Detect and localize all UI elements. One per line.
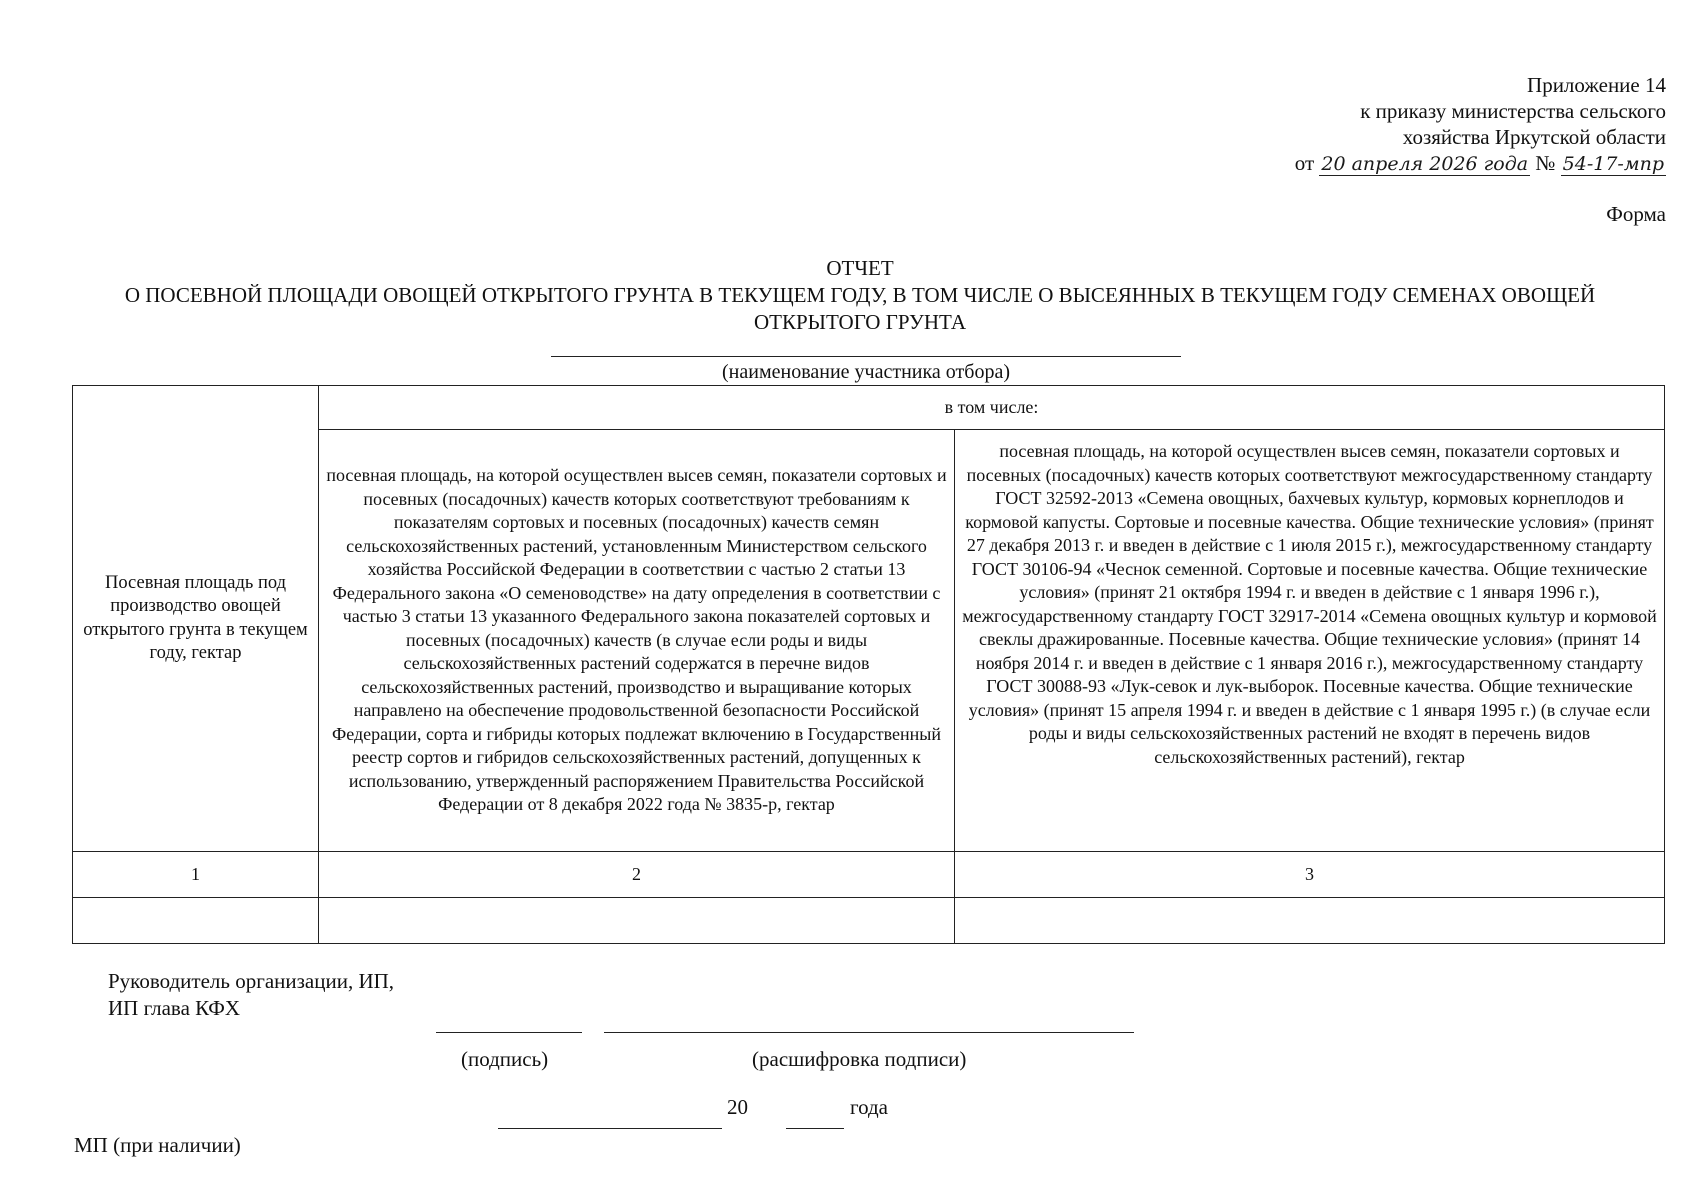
- col1-value-cell[interactable]: [73, 898, 319, 944]
- col3-value-cell[interactable]: [955, 898, 1665, 944]
- col3-number: 3: [955, 852, 1665, 898]
- head-line-1: Руководитель организации, ИП,: [108, 969, 395, 993]
- handwritten-date: 20 апреля 2026 года: [1321, 153, 1529, 175]
- head-line-2: ИП глава КФХ: [108, 996, 240, 1020]
- col3-header: посевная площадь, на которой осуществлен высев семян, показатели сортовых и посевных (посадочных) качеств которых соответствуют межгосударственному стандарту ГОСТ 32592-2013 «Семена овощных, бахчевых культур, кормовых корнеплодов и кормовой капусты. Сортовые и посевные качества. Общие технические условия» (принят 27 декабря 2013 г. и введен в действие с 1 июля 2015 г.), межгосударственному стандарту ГОСТ 30106-94 «Чеснок семенной. Сортовые и посевные качества. Общие технические условия» (принят 21 октября 1994 г. и введен в действие с 1 января 1996 г.), межгосударственному стандарту ГОСТ 32917-2014 «Семена овощных культур и кормовой свеклы дражированные. Посевные качества. Общие технические условия» (принят 14 ноября 2014 г. и введен в действие с 1 января 2016 г.), межгосударственному стандарту ГОСТ 30088-93 «Лук-севок и лук-выборок. Посевные качества. Общие технические условия» (принят 15 апреля 1994 г. и введен в действие с 1 января 1995 г.) (в случае если роды и виды сельскохозяйственных растений не входят в перечень видов сельскохозяйственных растений), гектар: [955, 430, 1665, 852]
- signature-caption: (подпись): [461, 1047, 549, 1071]
- col2-header: посевная площадь, на которой осуществлен высев семян, показатели сортовых и посевных (посадочных) качеств которых соответствуют требованиям к показателям сортовых и посевных (посадочных) качеств семян сельскохозяйственных растений, установленным Министерством сельского хозяйства Российской Федерации в соответствии с частью 2 статьи 13 Федерального закона «О семеноводстве» на дату определения в соответствии с частью 3 статьи 13 указанного Федерального закона показателей сортовых и посевных (посадочных) качеств (в случае если роды и виды сельскохозяйственных растений содержатся в перечне видов сельскохозяйственных растений, производство и выращивание которых направлено на обеспечение продовольственной безопасности Российской Федерации, сорта и гибриды которых подлежат включению в Государственный реестр сортов и гибридов сельскохозяйственных растений, допущенных к использованию, утвержденный распоряжением Правительства Российской Федерации от 8 декабря 2022 года № 3835-р, гектар: [319, 430, 955, 852]
- year-prefix: 20: [727, 1095, 748, 1119]
- title-line-3: ОТКРЫТОГО ГРУНТА: [753, 310, 967, 334]
- appendix-label: Приложение 14: [1527, 73, 1666, 97]
- signature-field[interactable]: [436, 1032, 582, 1033]
- title-line-2: О ПОСЕВНОЙ ПЛОЩАДИ ОВОЩЕЙ ОТКРЫТОГО ГРУНТА В ТЕКУЩЕМ ГОДУ, В ТОМ ЧИСЛЕ О ВЫСЕЯННЫХ В ТЕКУЩЕМ ГОДУ СЕМЕНАХ ОВОЩЕЙ: [124, 283, 1596, 307]
- report-title: [60, 255, 1660, 336]
- col1-number: 1: [73, 852, 319, 898]
- participant-name-field[interactable]: [551, 356, 1181, 357]
- col2-value-cell[interactable]: [319, 898, 955, 944]
- participant-caption: (наименование участника отбора): [722, 361, 1010, 383]
- year-field[interactable]: [786, 1128, 844, 1129]
- col1-header: Посевная площадь под производство овощей открытого грунта в текущем году, гектар: [73, 386, 319, 852]
- date-prefix: от: [1294, 151, 1315, 175]
- order-reference: [1295, 72, 1666, 176]
- decode-caption: (расшифровка подписи): [752, 1047, 967, 1071]
- order-line-2: хозяйства Иркутской области: [1402, 125, 1666, 149]
- handwritten-number: 54-17-мпр: [1562, 153, 1664, 175]
- date-day-month-field[interactable]: [498, 1128, 722, 1129]
- year-suffix: года: [850, 1095, 888, 1119]
- stamp-label: МП (при наличии): [74, 1133, 241, 1157]
- col2-number: 2: [319, 852, 955, 898]
- including-header: в том числе:: [319, 386, 1665, 430]
- report-table: [72, 385, 1665, 944]
- title-line-1: ОТЧЕТ: [826, 256, 894, 280]
- form-label: Форма: [1606, 202, 1666, 226]
- signature-decode-field[interactable]: [604, 1032, 1134, 1033]
- number-sign: №: [1535, 151, 1556, 175]
- order-date-line: [1295, 150, 1666, 176]
- head-title: [108, 968, 394, 1022]
- order-line-1: к приказу министерства сельского: [1360, 99, 1666, 123]
